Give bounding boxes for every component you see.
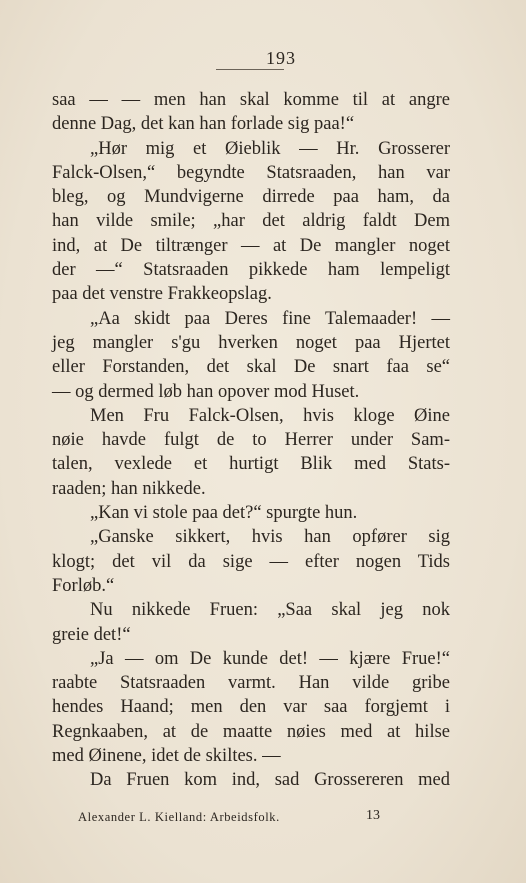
text-line: raabte Statsraaden varmt. Han vilde gribe <box>52 673 450 694</box>
text-line: der —“ Statsraaden pikkede ham lempeligt <box>52 260 450 281</box>
text-line: Forløb.“ <box>52 575 115 596</box>
text-line: saa — — men han skal komme til at angre <box>52 90 450 110</box>
text-line: denne Dag, det kan han forlade sig paa!“ <box>52 114 355 135</box>
text-line: med Øinene, idet de skiltes. — <box>52 746 281 767</box>
text-line: Nu nikkede Fruen: „Saa skal jeg nok <box>90 600 450 621</box>
text-line: jeg mangler s'gu hverken noget paa Hjertet <box>52 332 450 353</box>
body-text <box>52 88 450 793</box>
text-line: greie det!“ <box>52 624 131 645</box>
signature-mark: 13 <box>366 808 380 823</box>
text-line: „Kan vi stole paa det?“ spurgte hun. <box>90 503 358 524</box>
text-line: Men Fru Falck-Olsen, hvis kloge Øine <box>90 405 450 426</box>
text-line: Da Fruen kom ind, sad Grossereren med <box>90 770 450 791</box>
text-line: „Ganske sikkert, hvis han opfører sig <box>90 527 450 548</box>
text-line: Regnkaaben, at de maatte nøies med at hilse <box>52 721 450 742</box>
page-number: 193 <box>266 48 296 68</box>
text-line: raaden; han nikkede. <box>52 478 206 499</box>
text-line: paa det venstre Frakkeopslag. <box>52 284 272 305</box>
text-line: eller Forstanden, det skal De snart faa se“ <box>52 357 450 378</box>
text-line: klogt; det vil da sige — efter nogen Tids <box>52 551 450 572</box>
text-line: ind, at De tiltrænger — at De mangler noget <box>52 235 450 256</box>
header-rule <box>216 69 284 70</box>
text-line: „Hør mig et Øieblik — Hr. Grosserer <box>90 138 450 159</box>
text-line: nøie havde fulgt de to Herrer under Sam- <box>52 430 450 451</box>
text-line: „Aa skidt paa Deres fine Talemaader! — <box>90 308 450 329</box>
text-line: „Ja — om De kunde det! — kjære Frue!“ <box>90 648 450 669</box>
footer-title: Alexander L. Kielland: Arbeidsfolk. <box>78 810 280 824</box>
text-line: — og dermed løb han opover mod Huset. <box>52 381 360 402</box>
text-line: bleg, og Mundvigerne dirrede paa ham, da <box>52 187 450 208</box>
text-line: talen, vexlede et hurtigt Blik med Stats- <box>52 454 450 475</box>
text-line: Falck-Olsen,“ begyndte Statsraaden, han var <box>52 162 450 183</box>
text-line: hendes Haand; men den var saa forgjemt i <box>52 697 450 718</box>
text-line: han vilde smile; „har det aldrig faldt Dem <box>52 211 450 232</box>
